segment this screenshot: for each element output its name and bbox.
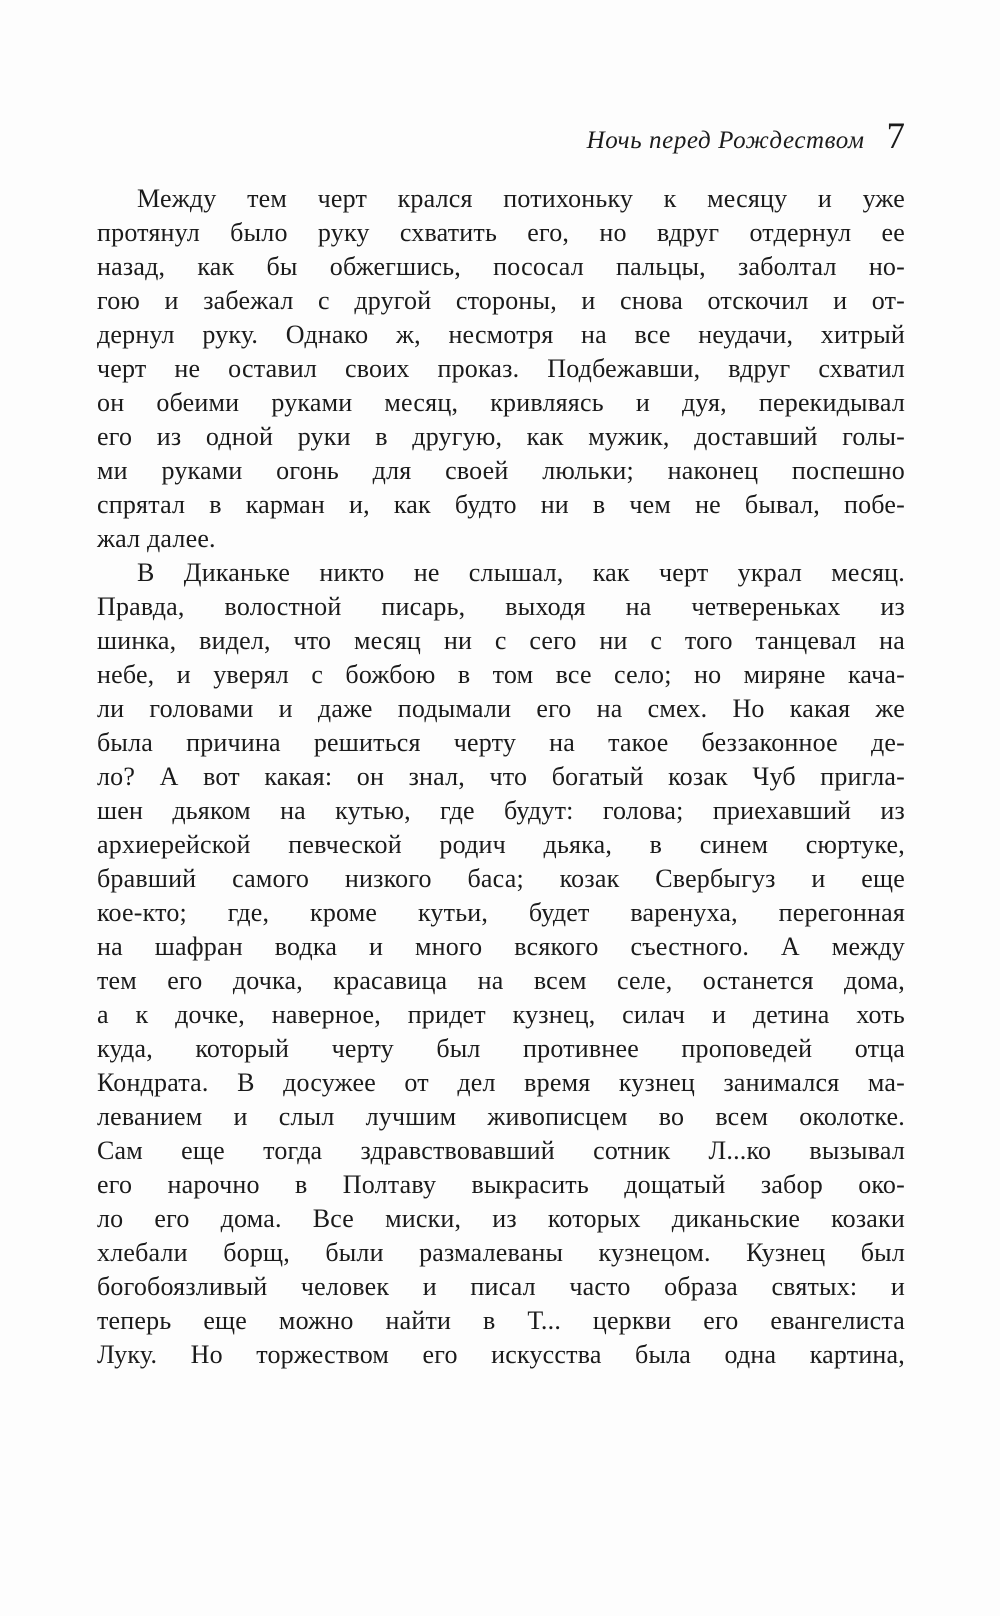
text-line: его из одной руки в другую, как мужик, доставший голы- <box>97 422 905 451</box>
text-line: он обеими руками месяц, кривляясь и дуя, перекидывал <box>97 388 905 417</box>
text-line: хлебали борщ, были размалеваны кузнецом. Кузнец был <box>97 1238 905 1267</box>
text-line: Луку. Но торжеством его искусства была одна картина, <box>97 1340 905 1369</box>
text-line: богобоязливый человек и писал часто образа святых: и <box>97 1272 905 1301</box>
text-line: спрятал в карман и, как будто ни в чем не бывал, побе- <box>97 490 905 519</box>
text-line: назад, как бы обжегшись, пососал пальцы, заболтал но- <box>97 252 905 281</box>
text-line: протянул было руку схватить его, но вдруг отдернул ее <box>97 218 905 247</box>
text-line: Кондрата. В досужее от дел время кузнец занимался ма- <box>97 1068 905 1097</box>
running-header <box>97 118 905 155</box>
text-line: черт не оставил своих проказ. Подбежавши, вдруг схватил <box>97 354 905 383</box>
text-line: шен дьяком на кутью, где будут: голова; приехавший из <box>97 796 905 825</box>
text-line: жал далее. <box>97 524 216 553</box>
text-line: ми руками огонь для своей люльки; наконец поспешно <box>97 456 905 485</box>
text-line: Правда, волостной писарь, выходя на четвереньках из <box>97 592 905 621</box>
text-line: на шафран водка и много всякого съестного. А между <box>97 932 905 961</box>
text-line: В Диканьке никто не слышал, как черт украл месяц. <box>137 558 905 587</box>
text-line: архиерейской певческой родич дьяка, в синем сюртуке, <box>97 830 905 859</box>
text-line: леванием и слыл лучшим живописцем во всем околотке. <box>97 1102 905 1131</box>
text-line: Между тем черт крался потихоньку к месяцу и уже <box>137 184 905 213</box>
text-line: шинка, видел, что месяц ни с сего ни с того танцевал на <box>97 626 905 655</box>
text-line: гою и забежал с другой стороны, и снова отскочил и от- <box>97 286 905 315</box>
text-line: ло его дома. Все миски, из которых диканьские козаки <box>97 1204 905 1233</box>
text-line: ли головами и даже подымали его на смех. Но какая же <box>97 694 905 723</box>
text-line: куда, который черту был противнее проповедей отца <box>97 1034 905 1063</box>
text-line: тем его дочка, красавица на всем селе, останется дома, <box>97 966 905 995</box>
text-line: дернул руку. Однако ж, несмотря на все неудачи, хитрый <box>97 320 905 349</box>
text-line: кое-кто; где, кроме кутьи, будет варенуха, перегонная <box>97 898 905 927</box>
text-line: была причина решиться черту на такое беззаконное де- <box>97 728 905 757</box>
paragraph <box>97 182 905 556</box>
text-body <box>97 182 905 1372</box>
page-number: 7 <box>886 116 905 157</box>
running-header-title: Ночь перед Рождеством <box>586 127 865 154</box>
text-line: ло? А вот какая: он знал, что богатый козак Чуб пригла- <box>97 762 905 791</box>
text-line: небе, и уверял с божбою в том все село; но миряне кача- <box>97 660 905 689</box>
text-line: Сам еще тогда здравствовавший сотник Л...ко вызывал <box>97 1136 905 1165</box>
text-line: теперь еще можно найти в Т... церкви его евангелиста <box>97 1306 905 1335</box>
paragraph <box>97 556 905 1372</box>
text-line: его нарочно в Полтаву выкрасить дощатый забор око- <box>97 1170 905 1199</box>
text-line: а к дочке, наверное, придет кузнец, силач и детина хоть <box>97 1000 905 1029</box>
text-line: бравший самого низкого баса; козак Свербыгуз и еще <box>97 864 905 893</box>
